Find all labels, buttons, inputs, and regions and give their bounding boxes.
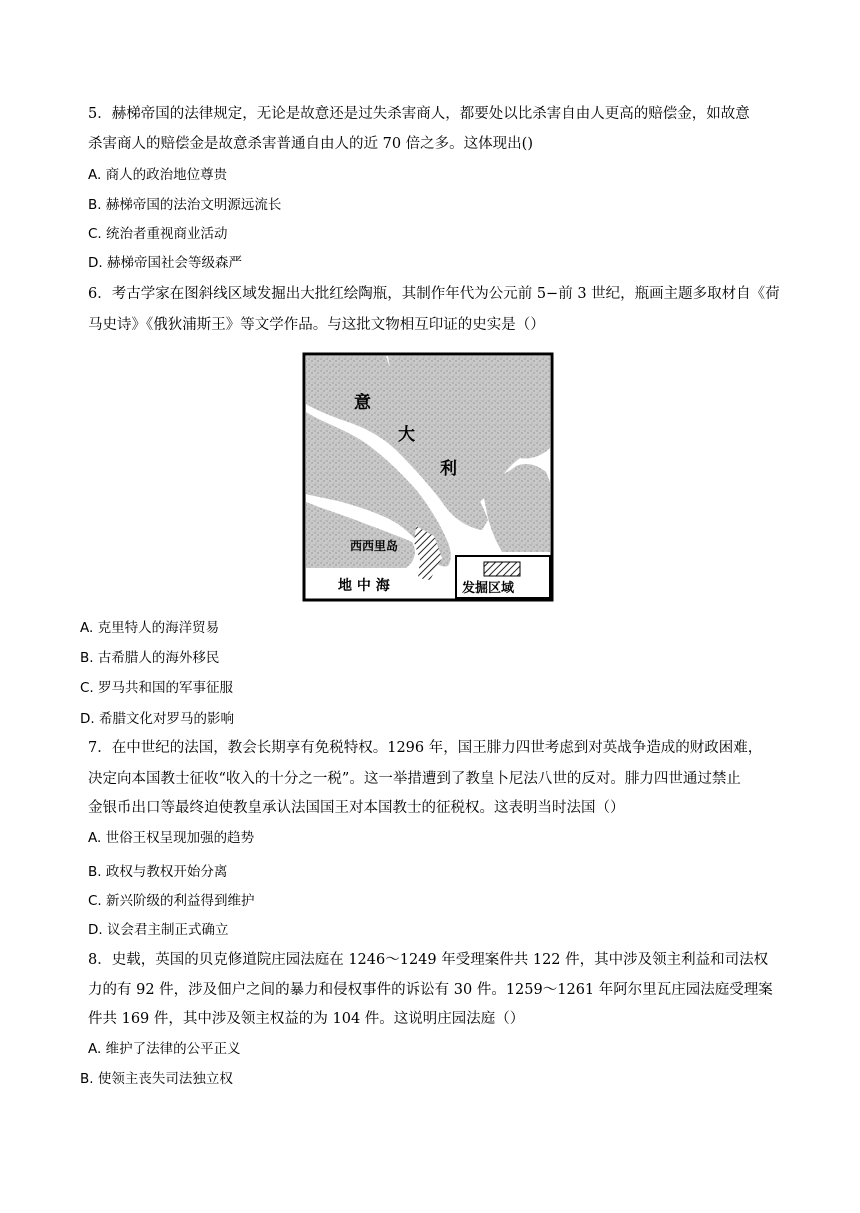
map-label-sicily: 西西里岛 bbox=[350, 539, 399, 553]
q6-stem-line-2: 马史诗》《俄狄浦斯王》等文学作品。与这批文物相互印证的史实是（） bbox=[88, 317, 545, 333]
q5-option-a: A. 商人的政治地位尊贵 bbox=[88, 167, 228, 183]
legend-hatch-swatch bbox=[484, 562, 520, 576]
q7-option-b: B. 政权与教权开始分离 bbox=[88, 864, 228, 880]
q8-stem-line-2: 力的有 92 件，涉及佃户之间的暴力和侵权事件的诉讼有 30 件。1259～1261 年阿尔里瓦庄园法庭受理案 bbox=[88, 982, 773, 998]
legend-label: 发掘区域 bbox=[462, 581, 515, 596]
q7-stem-line-3: 金银币出口等最终迫使教皇承认法国国王对本国教士的征税权。这表明当时法国（） bbox=[88, 800, 625, 816]
q8-stem-line-1: 8．史载，英国的贝克修道院庄园法庭在 1246～1249 年受理案件共 122 件，其中涉及领主利益和司法权 bbox=[88, 952, 769, 968]
q8-option-a: A. 维护了法律的公平正义 bbox=[88, 1041, 241, 1057]
q7-option-a: A. 世俗王权呈现加强的趋势 bbox=[88, 830, 255, 846]
q5-option-c: C. 统治者重视商业活动 bbox=[88, 226, 228, 242]
q5-option-b: B. 赫梯帝国的法治文明源远流长 bbox=[88, 197, 282, 213]
q6-option-c: C. 罗马共和国的军事征服 bbox=[80, 680, 234, 696]
q6-option-b: B. 古希腊人的海外移民 bbox=[80, 650, 220, 666]
q7-option-d: D. 议会君主制正式确立 bbox=[88, 922, 229, 938]
map-label-da: 大 bbox=[398, 425, 415, 445]
q8-stem-line-3: 件共 169 件，其中涉及领主权益的为 104 件。这说明庄园法庭（） bbox=[88, 1011, 525, 1027]
q7-stem-line-1: 7．在中世纪的法国，教会长期享有免税特权。1296 年，国王腓力四世考虑到对英战争造成的财政困难， bbox=[88, 740, 763, 756]
map-label-sea: 地 中 海 bbox=[338, 578, 390, 594]
q5-option-d: D. 赫梯帝国社会等级森严 bbox=[88, 255, 242, 271]
q7-option-c: C. 新兴阶级的利益得到维护 bbox=[88, 893, 255, 909]
q8-option-b: B. 使领主丧失司法独立权 bbox=[80, 1071, 233, 1087]
q5-stem-line-2: 杀害商人的赔偿金是故意杀害普通自由人的近 70 倍之多。这体现出() bbox=[88, 136, 533, 152]
italy-map-figure bbox=[302, 352, 554, 602]
q6-option-d: D. 希腊文化对罗马的影响 bbox=[80, 711, 234, 727]
q6-option-a: A. 克里特人的海洋贸易 bbox=[80, 620, 220, 636]
q7-stem-line-2: 决定向本国教士征收“收入的十分之一税”。这一举措遭到了教皇卜尼法八世的反对。腓力四世通过禁止 bbox=[88, 771, 741, 787]
q5-stem-line-1: 5．赫梯帝国的法律规定，无论是故意还是过失杀害商人，都要处以比杀害自由人更高的赔偿金，如故意 bbox=[88, 106, 750, 122]
map-label-yi: 意 bbox=[354, 393, 371, 413]
map-label-li: 利 bbox=[440, 459, 457, 479]
q6-stem-line-1: 6．考古学家在图斜线区域发掘出大批红绘陶瓶，其制作年代为公元前 5−前 3 世纪，瓶画主题多取材自《荷 bbox=[88, 286, 780, 302]
